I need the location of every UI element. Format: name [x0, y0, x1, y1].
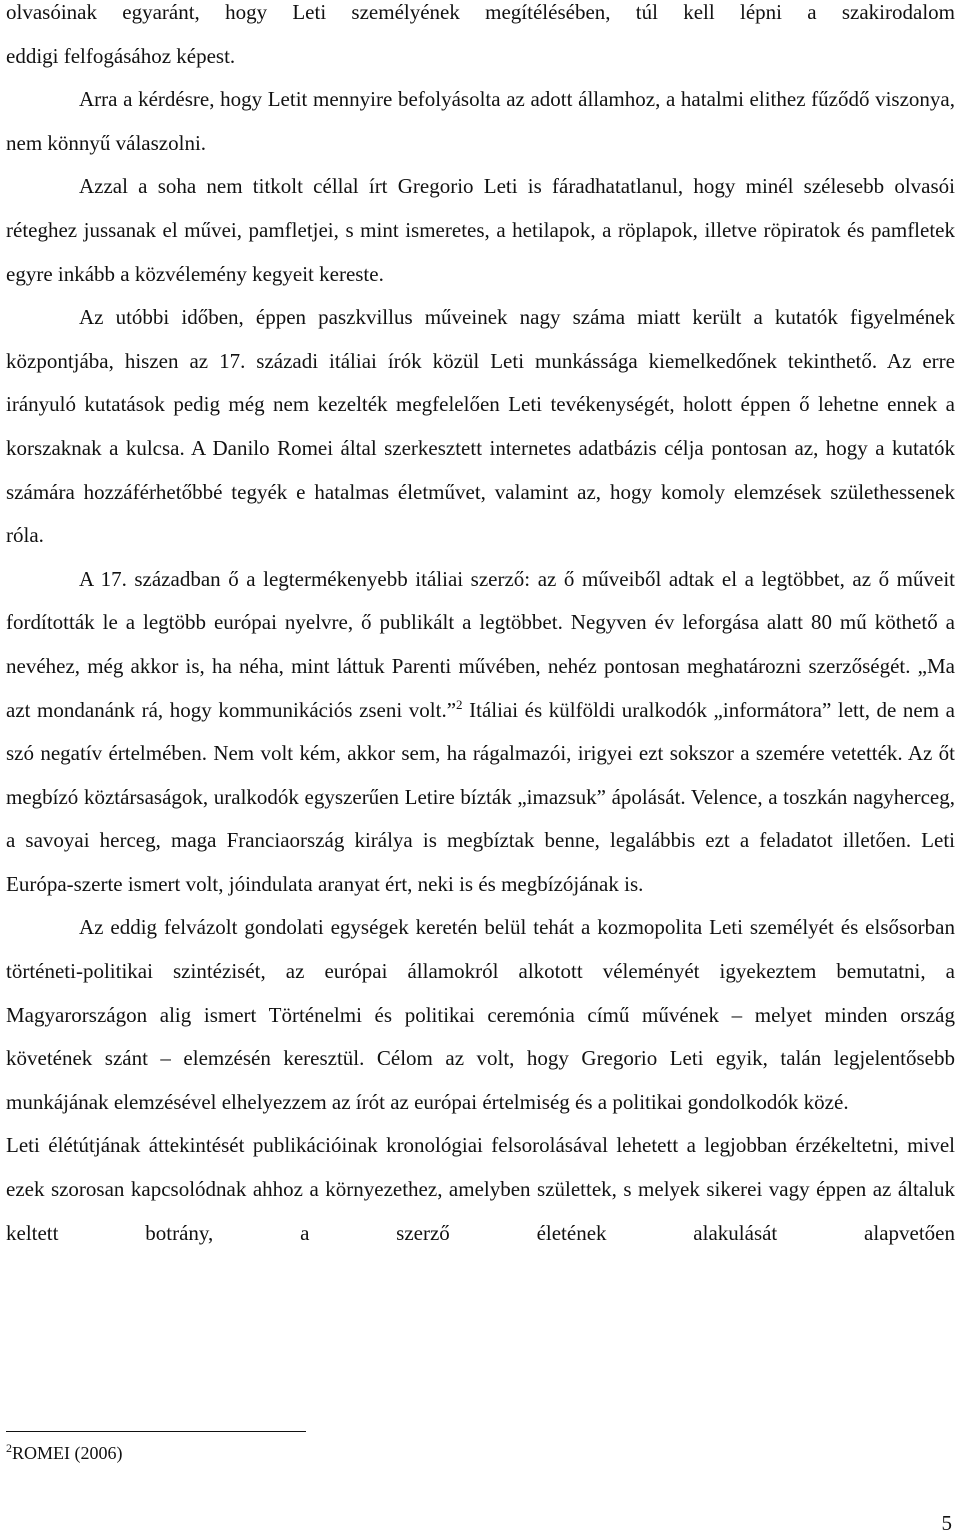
paragraph-eddig: Az eddig felvázolt gondolati egységek keretén belül tehát a kozmopolita Leti személyét és elsősorban történeti-politikai szintézisét, az európai államokról alkotott véleményét igyekeztem bemutatni, a Magyarországon alig ismert Történelmi és politikai ceremónia című művének – melyet minden ország követének szánt – elemzésén keresztül. Célom az volt, hogy Gregorio Leti egyik, talán legjelentősebb munkájának elemzésével elhelyezzem az írót az európai értelmiség és a politikai gondolkodók közé. — [6, 915, 955, 1114]
paragraph-continuation-end: eddigi felfogásához képest. — [6, 43, 236, 68]
footnote-reference[interactable]: 2 — [456, 696, 463, 712]
paragraph-arra: Arra a kérdésre, hogy Letit mennyire befolyásolta az adott államhoz, a hatalmi elithez fűződő viszonya, nem könnyű válaszolni. — [6, 87, 955, 155]
footnote — [6, 1440, 123, 1466]
paragraph-leti — [6, 1124, 955, 1255]
document-body — [6, 0, 955, 1255]
text-line: olvasóinak egyaránt, hogy Leti személyének megítélésében, túl kell lépni a szakirodalom — [6, 0, 955, 24]
paragraph-leti-text: Leti élétútjának áttekintését publikációinak kronológiai felsorolásával lehetett a legjobban érzékeltetni, mivel ezek szorosan kapcsolódnak ahhoz a környezethez, amelyben születtek, s melyek sikerei vagy éppen az általuk keltett botrány, a szerző életének alakulását alapvetően — [6, 1133, 955, 1245]
footnote-text: ROMEI (2006) — [12, 1443, 123, 1463]
footnote-separator — [6, 1431, 306, 1432]
paragraph-azzal: Azzal a soha nem titkolt céllal írt Gregorio Leti is fáradhatatlanul, hogy minél szélesebb olvasói réteghez jussanak el művei, pamfletjei, s mint ismeretes, a hetilapok, a röplapok, illetve röpiratok és pamfletek egyre inkább a közvélemény kegyeit kereste. — [6, 174, 955, 286]
paragraph-utobbi: Az utóbbi időben, éppen paszkvillus műveinek nagy száma miatt került a kutatók figyelmének központjába, hiszen az 17. századi itáliai írók közül Leti munkássága kiemelkedőnek tekinthető. Az erre irányuló kutatások pedig még nem kezelték megfelelően Leti tevékenységét, holott éppen ő lehetne ennek a korszaknak a kulcsa. A Danilo Romei által szerkesztett internetes adatbázis célja pontosan az, hogy a kutatók számára hozzáférhetőbbé tegyék e hatalmas életművet, valamint az, hogy komoly elemzések születhessenek róla. — [6, 305, 955, 548]
document-page — [6, 0, 955, 1255]
paragraph-continuation — [6, 0, 955, 35]
paragraph-a17-text-rest: Itáliai és külföldi uralkodók „informátora” lett, de nem a szó negatív értelmében. Nem volt kém, akkor sem, ha rágalmazói, irigyei ezt sokszor a szemére vetették. Az őt megbízó köztársaságok, uralkodók egyszerűen Letire bízták „imazsuk” ápolását. Velence, a toszkán nagyherceg, a savoyai herceg, maga Franciaország királya is megbíztak benne, legalábbis ezt a feladatot illetően. Leti Európa-szerte ismert volt, jóindulata aranyat ért, neki is és megbízójának is. — [6, 697, 955, 896]
paragraph-a17 — [6, 558, 955, 907]
paragraph-a17-text: A 17. században ő a legtermékenyebb itáliai szerző: az ő műveiből adtak el a legtöbbet, az ő műveit fordították le a legtöbb európai nyelvre, ő publikált a legtöbbet. Negyven év leforgása alatt 80 mű köthető a nevéhez, még akkor is, ha néha, mint láttuk Parenti művében, nehéz pontosan meghatározni szerzőségét. „Ma azt mondanánk rá, hogy kommunikációs zseni volt.” — [6, 566, 955, 722]
footnote-number: 2 — [6, 1441, 12, 1455]
page-number: 5 — [941, 1511, 952, 1535]
